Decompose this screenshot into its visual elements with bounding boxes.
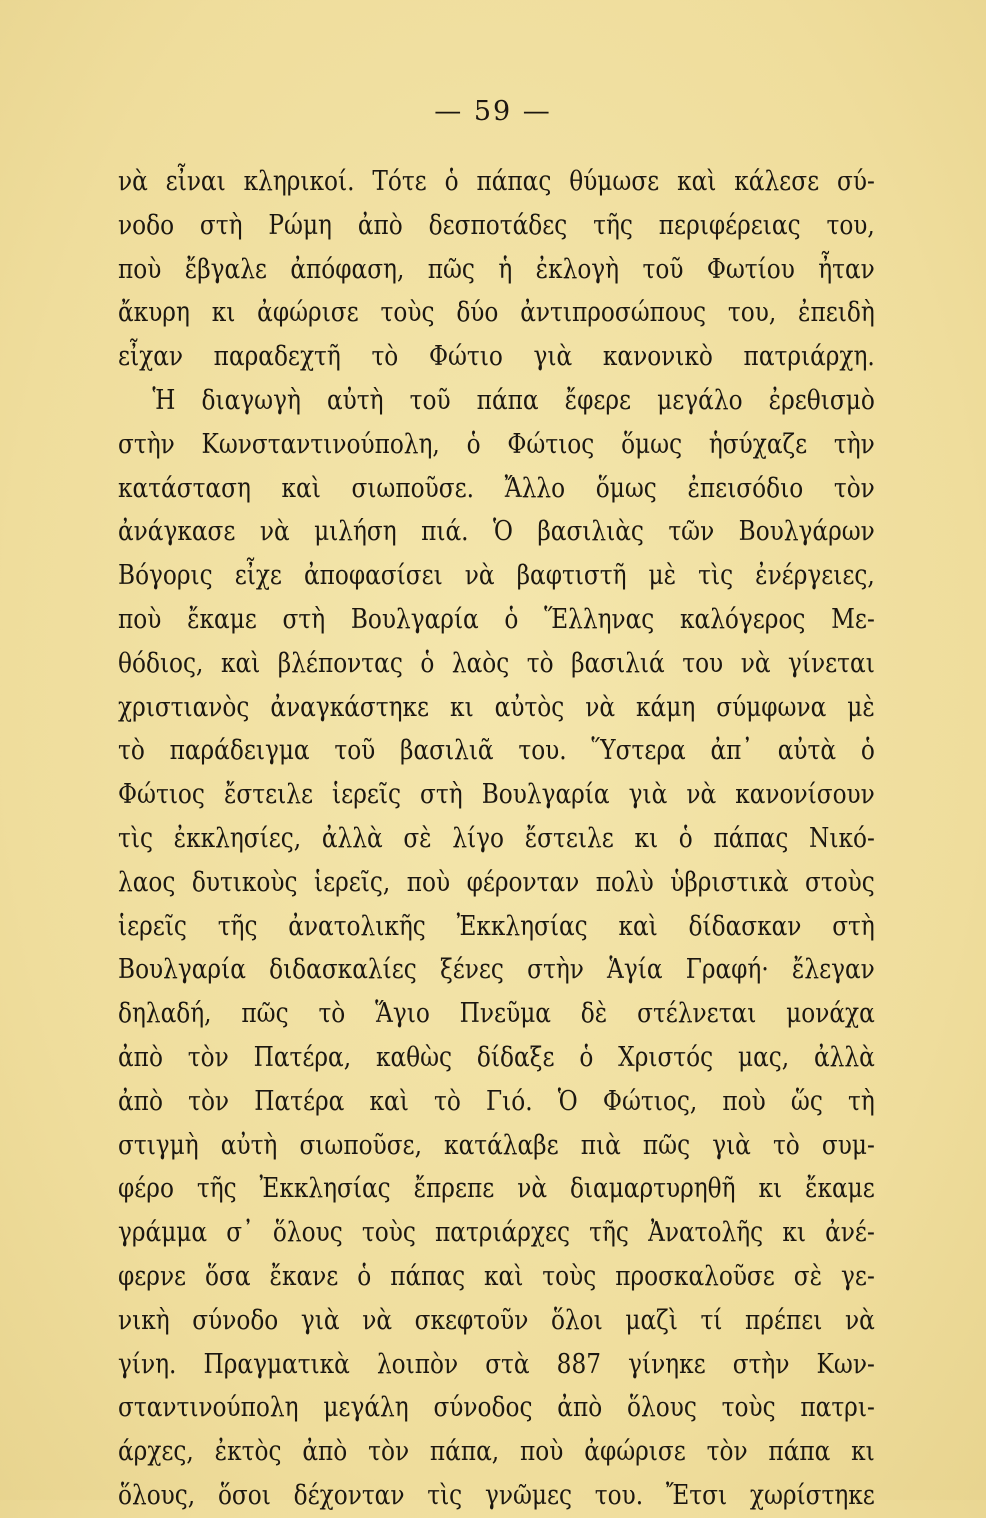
text-line: Φώτιος ἔστειλε ἱερεῖς στὴ Βουλγαρία γιὰ νὰ κανονίσουν — [118, 779, 875, 811]
text-line: θόδιος, καὶ βλέποντας ὁ λαὸς τὸ βασιλιά του νὰ γίνεται — [118, 647, 875, 679]
text-line: ἀνάγκασε νὰ μιλήση πιά. Ὁ βασιλιὰς τῶν Βουλγάρων — [118, 516, 875, 548]
text-line: σταντινούπολη μεγάλη σύνοδος ἀπὸ ὅλους τοὺς πατρι- — [118, 1392, 875, 1424]
text-line: ἀπὸ τὸν Πατέρα, καθὼς δίδαξε ὁ Χριστός μας, ἀλλὰ — [118, 1041, 875, 1073]
text-line: ποὺ ἔκαμε στὴ Βουλγαρία ὁ Ἕλληνας καλόγερος Με- — [118, 603, 875, 635]
text-line: εἶχαν παραδεχτῆ τὸ Φώτιο γιὰ κανονικὸ πατριάρχη. — [118, 341, 875, 373]
text-line: κατάσταση καὶ σιωποῦσε. Ἄλλο ὅμως ἐπεισόδιο τὸν — [118, 472, 875, 504]
text-line: λαος δυτικοὺς ἱερεῖς, ποὺ φέρονταν πολὺ ὑβριστικὰ στοὺς — [118, 866, 875, 898]
text-line: χριστιανὸς ἀναγκάστηκε κι αὐτὸς νὰ κάμη σύμφωνα μὲ — [118, 691, 875, 723]
text-line: δηλαδή, πῶς τὸ Ἅγιο Πνεῦμα δὲ στέλνεται μονάχα — [118, 998, 875, 1030]
text-line: Βουλγαρία διδασκαλίες ξένες στὴν Ἁγία Γραφή· ἔλεγαν — [118, 954, 875, 986]
text-line: τὶς ἐκκλησίες, ἀλλὰ σὲ λίγο ἔστειλε κι ὁ πάπας Νικό- — [118, 822, 875, 854]
text-line: ὅλους, ὅσοι δέχονταν τὶς γνῶμες του. Ἔτσι χωρίστηκε — [118, 1479, 875, 1511]
text-line: στιγμὴ αὐτὴ σιωποῦσε, κατάλαβε πιὰ πῶς γιὰ τὸ συμ- — [118, 1129, 875, 1161]
text-line: φέρο τῆς Ἐκκλησίας ἔπρεπε νὰ διαμαρτυρηθῆ κι ἔκαμε — [118, 1173, 875, 1205]
body-text — [118, 160, 875, 1518]
text-line: γίνη. Πραγματικὰ λοιπὸν στὰ 887 γίνηκε στὴν Κων- — [118, 1348, 875, 1380]
text-line: νικὴ σύνοδο γιὰ νὰ σκεφτοῦν ὅλοι μαζὶ τί πρέπει νὰ — [118, 1304, 875, 1336]
text-line: φερνε ὅσα ἔκανε ὁ πάπας καὶ τοὺς προσκαλοῦσε σὲ γε- — [118, 1260, 875, 1292]
text-line: νὰ εἶναι κληρικοί. Τότε ὁ πάπας θύμωσε καὶ κάλεσε σύ- — [118, 166, 875, 197]
text-line: Βόγορις εἶχε ἀποφασίσει νὰ βαφτιστῆ μὲ τὶς ἐνέργειες, — [118, 560, 875, 592]
text-line: ἀπὸ τὸν Πατέρα καὶ τὸ Γιό. Ὁ Φώτιος, ποὺ ὥς τὴ — [118, 1085, 875, 1117]
text-line: Ἡ διαγωγὴ αὐτὴ τοῦ πάπα ἔφερε μεγάλο ἐρεθισμὸ — [152, 384, 875, 416]
text-line: τὸ παράδειγμα τοῦ βασιλιᾶ του. Ὕστερα ἀπ᾽ αὐτὰ ὁ — [118, 735, 875, 767]
text-line: ἱερεῖς τῆς ἀνατολικῆς Ἐκκλησίας καὶ δίδασκαν στὴ — [118, 910, 875, 942]
text-line: γράμμα σ᾽ ὅλους τοὺς πατριάρχες τῆς Ἀνατολῆς κι ἀνέ- — [118, 1217, 875, 1249]
text-line: ἄκυρη κι ἀφώρισε τοὺς δύο ἀντιπροσώπους του, ἐπειδὴ — [118, 297, 875, 329]
text-line: νοδο στὴ Ρώμη ἀπὸ δεσποτάδες τῆς περιφέρειας του, — [118, 209, 875, 241]
text-line: ποὺ ἔβγαλε ἀπόφαση, πῶς ἡ ἐκλογὴ τοῦ Φωτίου ἦταν — [118, 253, 875, 285]
text-line: στὴν Κωνσταντινούπολη, ὁ Φώτιος ὅμως ἡσύχαζε τὴν — [118, 428, 875, 460]
page-number: — 59 — — [434, 96, 552, 127]
text-line: άρχες, ἐκτὸς ἀπὸ τὸν πάπα, ποὺ ἀφώρισε τὸν πάπα κι — [118, 1436, 875, 1468]
